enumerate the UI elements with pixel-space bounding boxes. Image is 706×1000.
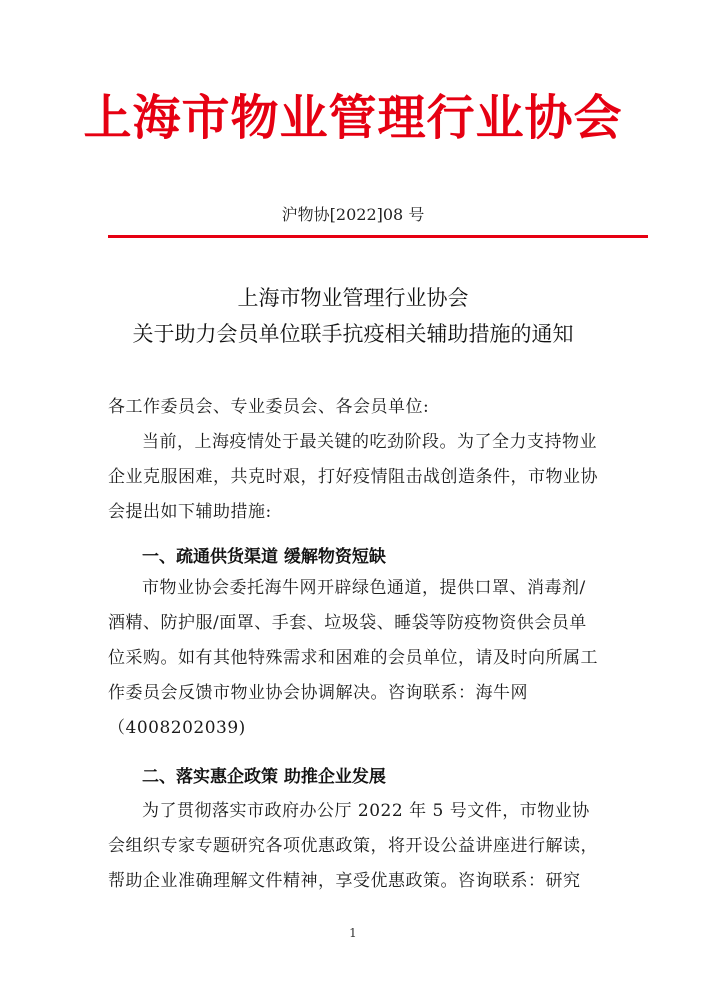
intro-paragraph: 当前，上海疫情处于最关键的吃劲阶段。为了全力支持物业企业克服困难，共克时艰，打好疫情阻击战创造条件，市物业协会提出如下辅助措施: bbox=[108, 432, 598, 522]
document-title-line-1: 上海市物业管理行业协会 bbox=[237, 286, 469, 310]
section-2-heading: 二、落实惠企政策 助推企业发展 bbox=[142, 767, 386, 787]
section-2-paragraph: 为了贯彻落实市政府办公厅 2022 年 5 号文件，市物业协会组织专家专题研究各项优惠政策，将开设公益讲座进行解读，帮助企业准确理解文件精神，享受优惠政策。咨询联系：研究 bbox=[108, 801, 598, 891]
section-1-heading: 一、疏通供货渠道 缓解物资短缺 bbox=[142, 547, 386, 567]
section-1-paragraph: 市物业协会委托海牛网开辟绿色通道，提供口罩、消毒剂/酒精、防护服/面罩、手套、垃圾袋、睡袋等防疫物资供会员单位采购。如有其他特殊需求和困难的会员单位，请及时向所属工作委员会反馈市物业协会协调解决。咨询联系：海牛网（4008202039) bbox=[108, 578, 598, 738]
document-title-line-2: 关于助力会员单位联手抗疫相关辅助措施的通知 bbox=[132, 322, 574, 346]
document-number: 沪物协[2022]08 号 bbox=[281, 205, 425, 224]
organization-masthead: 上海市物业管理行业协会 bbox=[83, 90, 623, 146]
salutation: 各工作委员会、专业委员会、各会员单位: bbox=[108, 397, 430, 417]
page-number: 1 bbox=[349, 926, 357, 940]
red-divider-rule bbox=[108, 235, 648, 238]
